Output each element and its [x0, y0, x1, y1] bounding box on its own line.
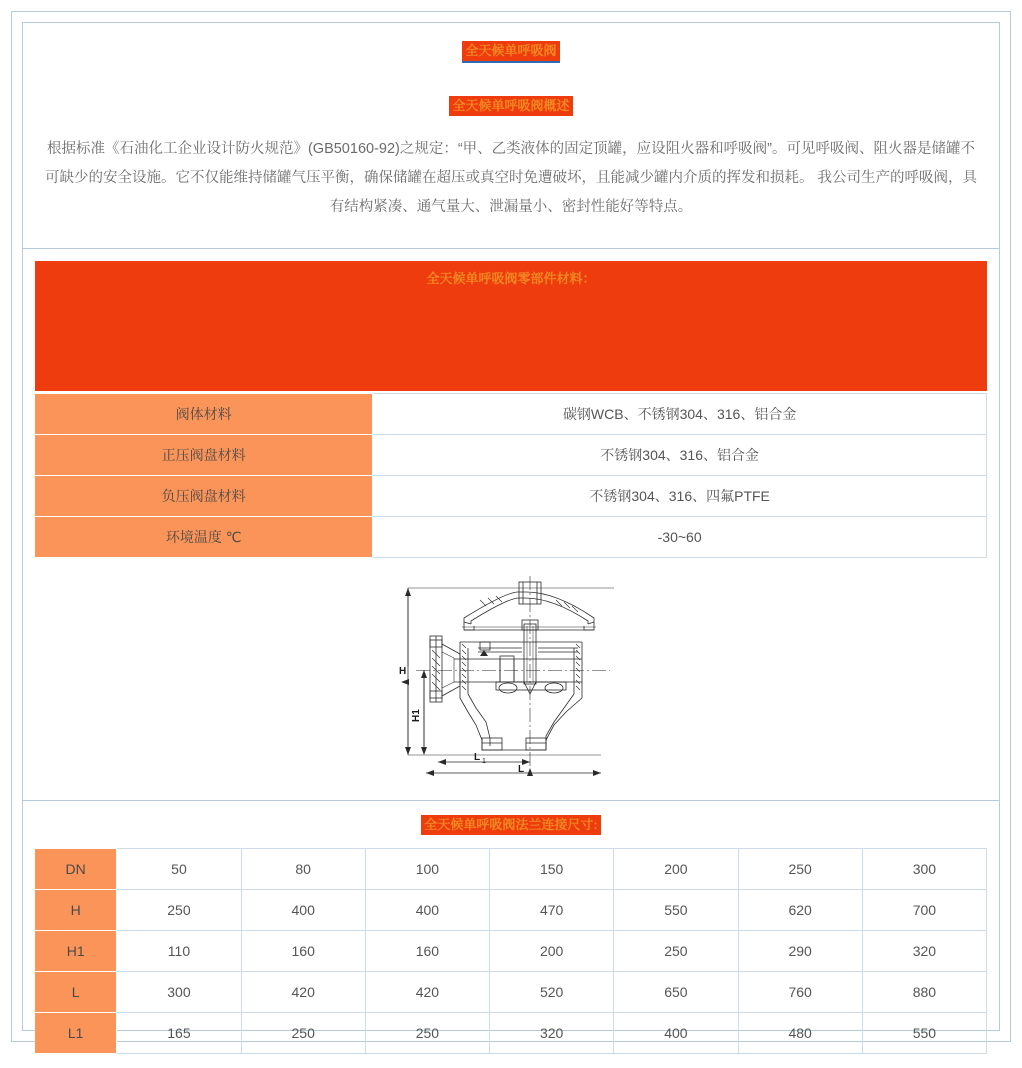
dimension-label-l1: L — [474, 752, 481, 763]
valve-drawing-figure — [23, 558, 999, 801]
dimensions-section — [23, 801, 999, 1068]
dimension-label-l1-subscript: 1 — [482, 758, 486, 765]
material-value: 不锈钢304、316、四氟PTFE — [373, 476, 987, 517]
dimension-cell: 480 — [738, 1013, 862, 1054]
dimension-cell: 250 — [365, 1013, 489, 1054]
content-column — [23, 23, 999, 1068]
table-row — [35, 517, 987, 558]
table-row — [35, 476, 987, 517]
dimension-cell: 550 — [614, 890, 738, 931]
overview-paragraph: 根据标准《石油化工企业设计防火规范》(GB50160-92)之规定：“甲、乙类液体的固定顶罐，应设阻火器和呼吸阀”。可见呼吸阀、阻火器是储罐不可缺少的安全设施。它不仅能维持储罐气压平衡，确保储罐在超压或真空时免遭破坏，且能减少罐内介质的挥发和损耗。 我公司生产的呼吸阀，具有结构紧凑、通气量大、泄漏量小、密封性能好等特点。 — [44, 141, 978, 215]
dimension-cell: 50 — [117, 849, 241, 890]
dimension-row-header: DN — [35, 849, 117, 890]
materials-banner-title: 全天候单呼吸阀零部件材料： — [426, 271, 596, 286]
dimension-cell: 250 — [614, 931, 738, 972]
dimension-cell: 470 — [490, 890, 614, 931]
material-label: 阀体材料 — [35, 394, 373, 435]
dimension-cell: 300 — [862, 849, 986, 890]
dimension-cell: 880 — [862, 972, 986, 1013]
dimension-cell: 400 — [241, 890, 365, 931]
dimension-cell: 100 — [365, 849, 489, 890]
dimensions-table — [35, 848, 987, 1054]
table-row — [35, 931, 987, 972]
dimension-cell: 165 — [117, 1013, 241, 1054]
dimension-cell: 650 — [614, 972, 738, 1013]
dimension-cell: 250 — [738, 849, 862, 890]
dimension-row-header: H — [35, 890, 117, 931]
dimension-cell: 80 — [241, 849, 365, 890]
dimension-arrow-l — [426, 768, 601, 776]
table-row — [35, 849, 987, 890]
dimension-cell: 250 — [241, 1013, 365, 1054]
dimension-cell: 400 — [614, 1013, 738, 1054]
dimension-cell: 550 — [862, 1013, 986, 1054]
dimensions-heading: 全天候单呼吸阀法兰连接尺寸: — [421, 815, 600, 835]
dimension-cell: 420 — [241, 972, 365, 1013]
dimension-cell: 620 — [738, 890, 862, 931]
dimension-cell: 320 — [490, 1013, 614, 1054]
valve-cross-section-diagram — [396, 570, 626, 785]
dimension-cell: 200 — [614, 849, 738, 890]
dimension-cell: 520 — [490, 972, 614, 1013]
dimension-cell: 300 — [117, 972, 241, 1013]
material-label: 正压阀盘材料 — [35, 435, 373, 476]
materials-banner — [35, 261, 987, 391]
material-value: 碳钢WCB、不锈钢304、316、铝合金 — [373, 394, 987, 435]
material-value: -30~60 — [373, 517, 987, 558]
dimension-cell: 700 — [862, 890, 986, 931]
dimension-cell: 290 — [738, 931, 862, 972]
material-label: 负压阀盘材料 — [35, 476, 373, 517]
inner-frame — [22, 22, 1000, 1041]
dimension-cell: 160 — [241, 931, 365, 972]
overview-title-row — [35, 63, 987, 116]
dimension-row-header: H1 — [35, 931, 117, 972]
dimensions-title-row — [35, 813, 987, 848]
table-row — [35, 435, 987, 476]
table-row — [35, 972, 987, 1013]
overview-heading: 全天候单呼吸阀概述 — [449, 96, 572, 116]
dimension-label-h: H — [399, 666, 407, 677]
table-row — [35, 890, 987, 931]
dimension-cell: 250 — [117, 890, 241, 931]
dimension-cell: 760 — [738, 972, 862, 1013]
dimension-label-l: L — [518, 764, 525, 775]
dimension-row-header: L — [35, 972, 117, 1013]
material-label: 环境温度 ℃ — [35, 517, 373, 558]
materials-section — [23, 249, 999, 558]
page-title[interactable]: 全天候单呼吸阀 — [462, 41, 559, 63]
table-row — [35, 1013, 987, 1054]
dimension-cell: 200 — [490, 931, 614, 972]
main-title-row — [35, 33, 987, 63]
dimension-cell: 420 — [365, 972, 489, 1013]
dimension-row-header: L1 — [35, 1013, 117, 1054]
dimension-cell: 400 — [365, 890, 489, 931]
dimension-cell: 160 — [365, 931, 489, 972]
dimension-cell: 150 — [490, 849, 614, 890]
materials-table — [35, 393, 987, 558]
dimension-cell: 320 — [862, 931, 986, 972]
dimension-cell: 110 — [117, 931, 241, 972]
material-value: 不锈钢304、316、铝合金 — [373, 435, 987, 476]
dimension-label-h1: H1 — [411, 709, 422, 722]
table-row — [35, 394, 987, 435]
overview-section — [23, 23, 999, 249]
